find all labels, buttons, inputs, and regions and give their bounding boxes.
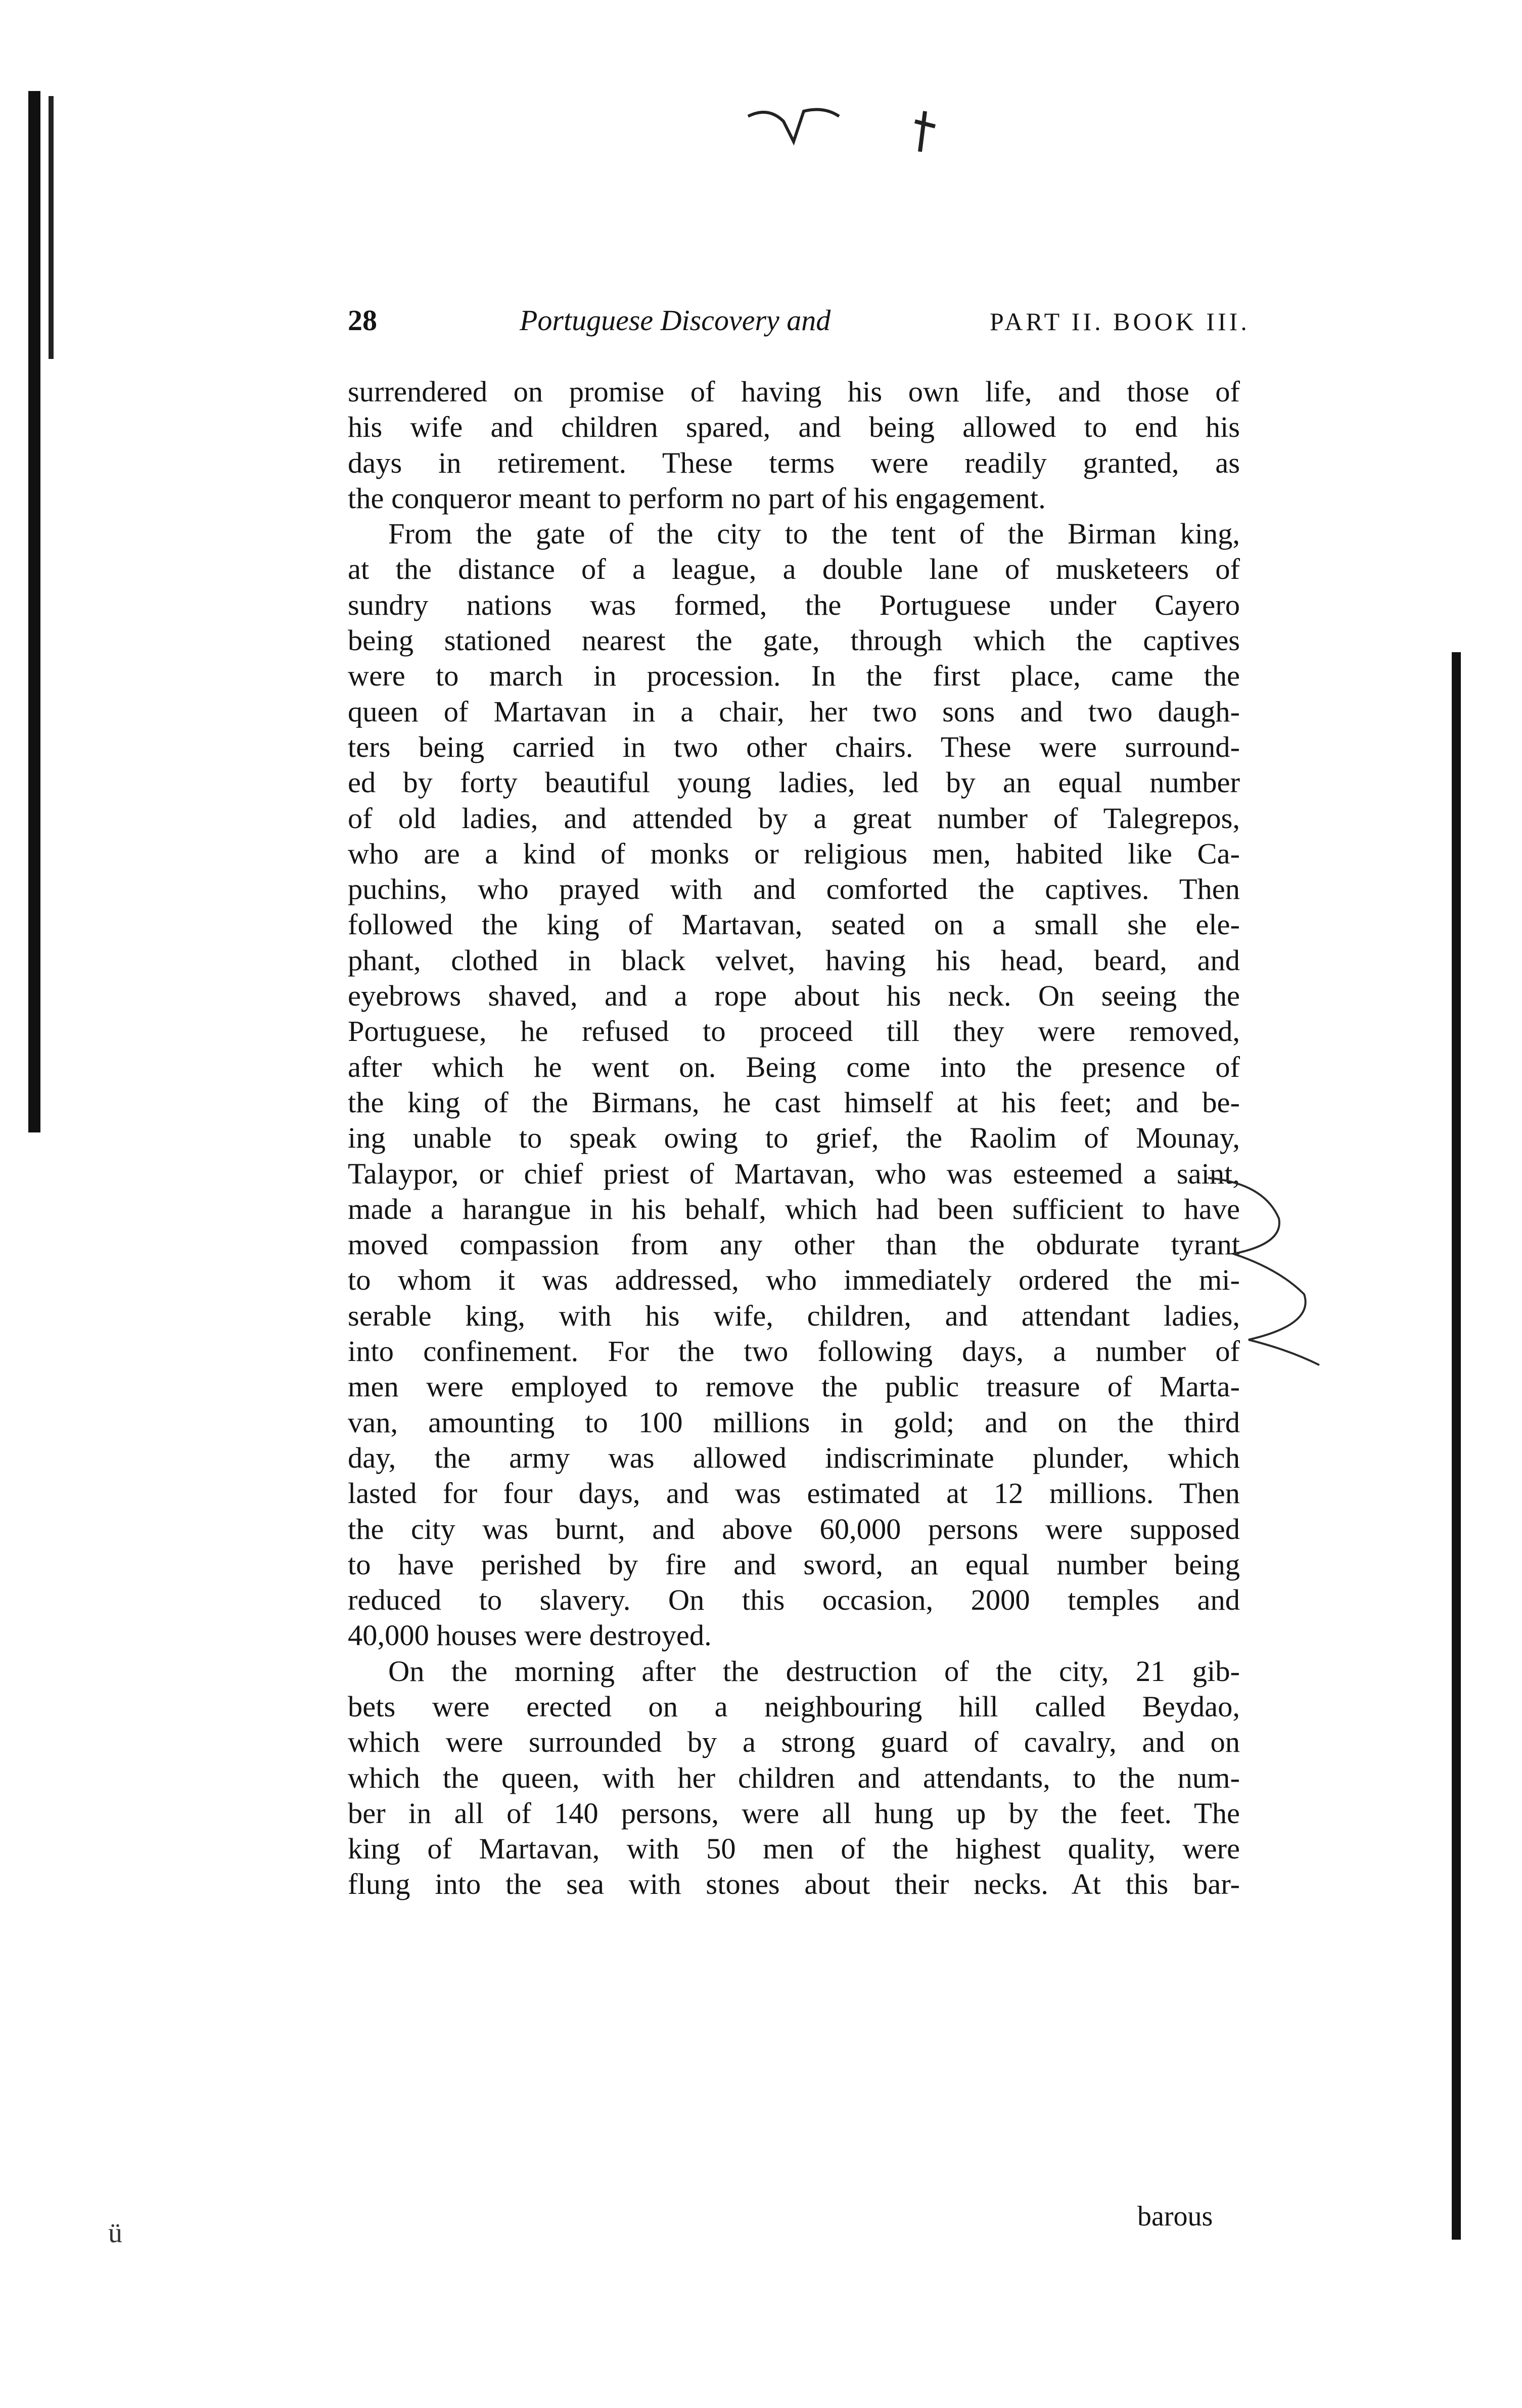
text-line: the king of the Birmans, he cast himself at his feet; and be- bbox=[348, 1085, 1240, 1119]
scan-mark bbox=[738, 101, 950, 157]
text-line: which the queen, with her children and attendants, to the num- bbox=[348, 1761, 1240, 1794]
body-text bbox=[348, 374, 1240, 1902]
text-line: ters being carried in two other chairs. These were surround- bbox=[348, 730, 1240, 763]
catchword: barous bbox=[1137, 2201, 1213, 2232]
text-line: ed by forty beautiful young ladies, led by an equal number bbox=[348, 766, 1240, 799]
pencil-annotation bbox=[1203, 1173, 1324, 1370]
scan-edge-left bbox=[28, 91, 40, 1132]
text-line: to have perished by fire and sword, an equal number being bbox=[348, 1548, 1240, 1581]
text-line: lasted for four days, and was estimated at 12 millions. Then bbox=[348, 1477, 1240, 1510]
page-number: 28 bbox=[348, 304, 377, 337]
text-line: reduced to slavery. On this occasion, 2000 temples and bbox=[348, 1583, 1240, 1617]
text-line: On the morning after the destruction of the city, 21 gib- bbox=[388, 1654, 1240, 1688]
text-line: phant, clothed in black velvet, having his head, beard, and bbox=[348, 943, 1240, 977]
text-line: flung into the sea with stones about their necks. At this bar- bbox=[348, 1868, 1240, 1901]
text-line: the conqueror meant to perform no part of his engagement. bbox=[348, 481, 1046, 515]
text-line: followed the king of Martavan, seated on a small she ele- bbox=[348, 908, 1240, 941]
text-line: at the distance of a league, a double lane of musketeers of bbox=[348, 553, 1240, 586]
text-line: 40,000 houses were destroyed. bbox=[348, 1619, 712, 1652]
text-line: being stationed nearest the gate, through which the captives bbox=[348, 624, 1240, 657]
text-line: to whom it was addressed, who immediately ordered the mi- bbox=[348, 1263, 1240, 1297]
text-line: Talaypor, or chief priest of Martavan, who was esteemed a saint, bbox=[348, 1157, 1240, 1190]
text-line: men were employed to remove the public treasure of Marta- bbox=[348, 1370, 1240, 1403]
text-line: king of Martavan, with 50 men of the highest quality, were bbox=[348, 1832, 1240, 1866]
text-line: after which he went on. Being come into the presence of bbox=[348, 1050, 1240, 1083]
text-line: ber in all of 140 persons, were all hung up by the feet. The bbox=[348, 1796, 1240, 1830]
scan-edge-right bbox=[1452, 652, 1461, 2240]
text-line: day, the army was allowed indiscriminate plunder, which bbox=[348, 1441, 1240, 1474]
text-line: ing unable to speak owing to grief, the Raolim of Mounay, bbox=[348, 1121, 1240, 1155]
text-line: made a harangue in his behalf, which had been sufficient to have bbox=[348, 1192, 1240, 1225]
text-line: puchins, who prayed with and comforted the captives. Then bbox=[348, 873, 1240, 906]
text-line: Portuguese, he refused to proceed till they were removed, bbox=[348, 1015, 1240, 1048]
text-line: From the gate of the city to the tent of the Birman king, bbox=[388, 517, 1240, 551]
text-line: surrendered on promise of having his own life, and those of bbox=[348, 375, 1240, 408]
text-line: bets were erected on a neighbouring hill called Beydao, bbox=[348, 1690, 1240, 1723]
page-header bbox=[348, 303, 1278, 349]
scan-mark-bottom: ü bbox=[108, 2217, 122, 2249]
text-line: who are a kind of monks or religious men, habited like Ca- bbox=[348, 837, 1240, 870]
text-line: sundry nations was formed, the Portuguese under Cayero bbox=[348, 588, 1240, 621]
text-line: the city was burnt, and above 60,000 persons were supposed bbox=[348, 1512, 1240, 1546]
text-line: serable king, with his wife, children, and attendant ladies, bbox=[348, 1299, 1240, 1332]
running-title: Portuguese Discovery and bbox=[520, 304, 831, 337]
text-line: were to march in procession. In the first place, came the bbox=[348, 659, 1240, 693]
text-line: queen of Martavan in a chair, her two sons and two daugh- bbox=[348, 695, 1240, 728]
text-line: days in retirement. These terms were readily granted, as bbox=[348, 446, 1240, 479]
text-line: of old ladies, and attended by a great number of Talegrepos, bbox=[348, 801, 1240, 835]
text-line: moved compassion from any other than the obdurate tyrant bbox=[348, 1228, 1240, 1261]
text-line: which were surrounded by a strong guard of cavalry, and on bbox=[348, 1725, 1240, 1759]
part-book-label: PART II. BOOK III. bbox=[990, 307, 1250, 336]
text-line: eyebrows shaved, and a rope about his neck. On seeing the bbox=[348, 979, 1240, 1013]
text-line: his wife and children spared, and being allowed to end his bbox=[348, 411, 1240, 444]
scan-edge-left-thin bbox=[49, 96, 54, 359]
text-line: van, amounting to 100 millions in gold; and on the third bbox=[348, 1405, 1240, 1439]
text-line: into confinement. For the two following days, a number of bbox=[348, 1335, 1240, 1368]
